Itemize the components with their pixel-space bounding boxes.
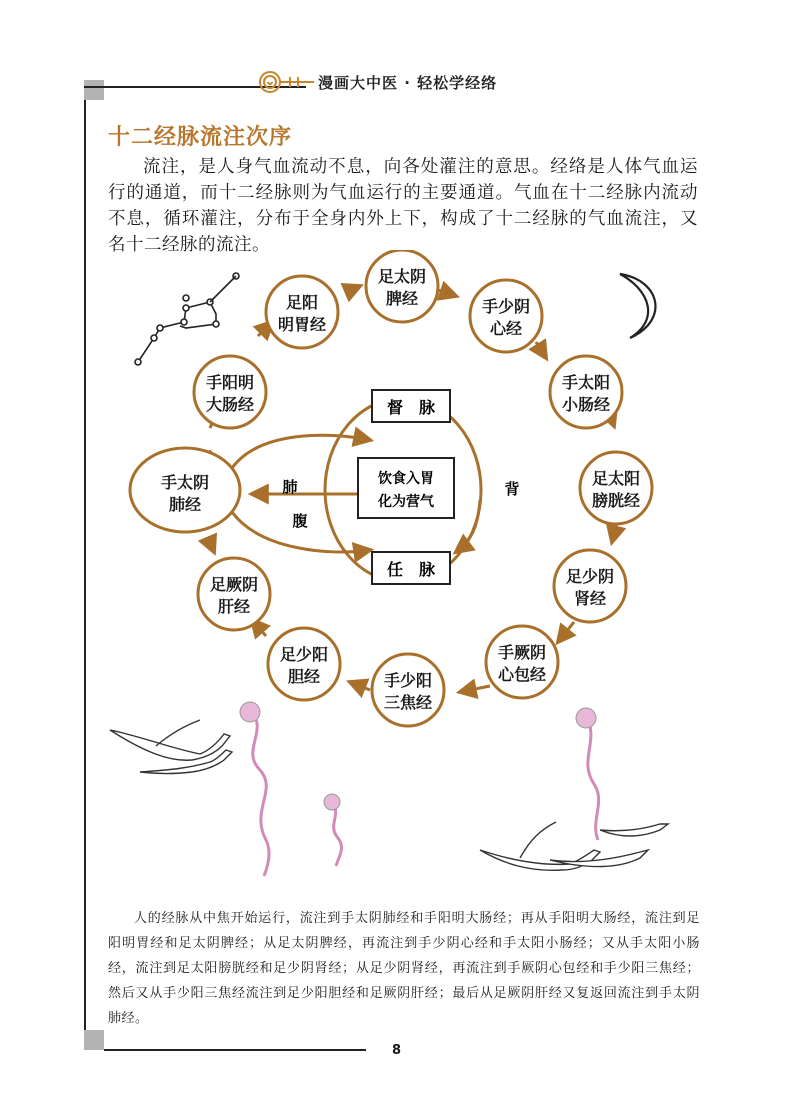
meridian-node-spleen — [366, 250, 438, 322]
abdomen-label: 腹 — [292, 512, 308, 530]
constellation-icon — [135, 273, 239, 365]
meridian-label: 足阳 — [285, 293, 319, 312]
meridian-label: 手少阴 — [481, 297, 531, 316]
meridian-label: 肺经 — [168, 495, 202, 514]
back-label: 背 — [504, 480, 520, 498]
meridian-label: 手太阴 — [160, 473, 210, 492]
meridian-label: 肾经 — [573, 589, 607, 608]
section-title: 十二经脉流注次序 — [108, 125, 293, 150]
meridian-label: 手太阳 — [561, 373, 611, 392]
page-number: 8 — [392, 1043, 402, 1058]
meridian-label: 足太阴 — [377, 267, 427, 286]
lung-label: 肺 — [282, 478, 298, 496]
meridian-label: 手阳明 — [205, 373, 255, 392]
meridian-node-bladder — [580, 452, 652, 524]
crescent-moon-icon — [620, 274, 655, 338]
crane-icon — [480, 850, 600, 870]
footer-rule — [104, 1049, 366, 1051]
meridian-node-kidney — [554, 550, 626, 622]
cranes-and-clouds-illustration — [100, 690, 700, 900]
meridian-label: 大肠经 — [205, 395, 255, 414]
corner-block-bottom — [84, 1030, 104, 1050]
meridian-label: 心经 — [489, 319, 523, 338]
caption-paragraph: 人的经脉从中焦开始运行，流注到手太阴肺经和手阳明大肠经；再从手阳明大肠经，流注到足阳明胃经和足太阴脾经；从足太阴脾经，再流注到手少阴心经和手太阳小肠经；又从手太阳小肠经，流注到足太阳膀胱经和足少阴肾经；从足少阴肾经，再流注到手厥阴心包经和手少阳三焦经；然后又从手少阳三焦经流注到足少阳胆经和足厥阴肝经；最后从足厥阴肝经又复返回流注到手太阴肺经。 — [108, 911, 700, 1026]
meridian-label: 膀胱经 — [591, 491, 641, 510]
meridian-node-liver — [198, 558, 270, 630]
ren-mai-label: 任 脉 — [386, 560, 436, 579]
meridian-label: 小肠经 — [561, 395, 611, 414]
meridian-label: 明胃经 — [277, 315, 327, 334]
meridian-label: 胆经 — [287, 667, 321, 686]
meridian-flow-diagram — [100, 250, 720, 730]
smoke-wisp-icon — [586, 716, 599, 840]
meridian-label: 足少阴 — [565, 567, 615, 586]
header-title: 漫画大中医 · 轻松学经络 — [318, 74, 498, 92]
meridian-label: 手少阳 — [383, 671, 433, 690]
crane-icon — [600, 824, 668, 836]
meridian-label: 肝经 — [217, 597, 251, 616]
smoke-wisp-icon — [250, 710, 269, 876]
header-ornament-icon — [256, 68, 316, 96]
du-mai-label: 督 脉 — [386, 398, 436, 417]
meridian-label: 足少阳 — [279, 645, 329, 664]
meridian-label: 心包经 — [497, 665, 547, 684]
intro-paragraph: 流注，是人身气血流动不息，向各处灌注的意思。经络是人体气血运行的通道，而十二经脉则为气血运行的主要通道。气血在十二经脉内流动不息，循环灌注，分布于全身内外上下，构成了十二经脉的气血流注，又名十二经脉的流注。 — [108, 157, 698, 255]
meridian-node-heart — [470, 280, 542, 352]
meridian-node-large-intestine — [194, 356, 266, 428]
meridian-label: 手厥阴 — [497, 643, 547, 662]
meridian-label: 脾经 — [385, 289, 419, 308]
meridian-node-pericardium — [486, 626, 558, 698]
center-label-line2: 化为营气 — [378, 494, 434, 510]
corner-block-top — [84, 80, 104, 100]
meridian-label: 足厥阴 — [209, 575, 259, 594]
meridian-label: 三焦经 — [383, 693, 433, 712]
left-margin-rule — [84, 100, 86, 1030]
meridian-node-small-intestine — [550, 356, 622, 428]
center-label-line1: 饮食入胃 — [378, 471, 434, 487]
meridian-label: 足太阳 — [591, 469, 641, 488]
meridian-node-stomach — [266, 276, 338, 348]
